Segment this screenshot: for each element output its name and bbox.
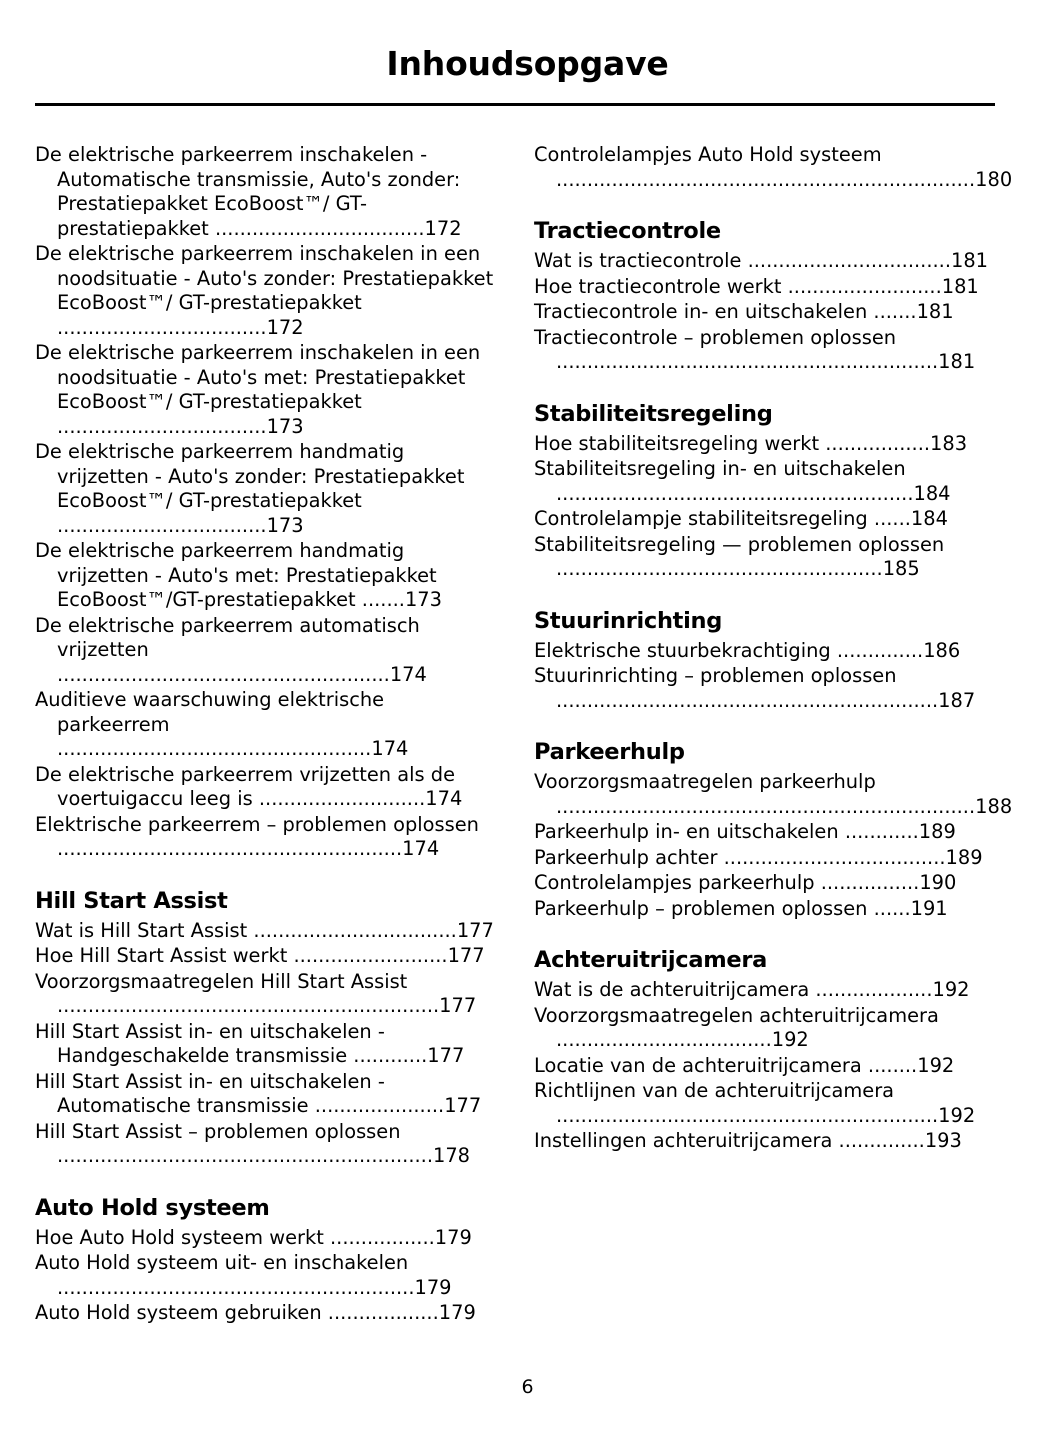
toc-entry-leader: .............................................................. [57,994,440,1017]
toc-entry-leader: ................................. [247,918,457,942]
toc-entry[interactable] [534,639,995,664]
page-number: 6 [521,1376,534,1398]
section-heading: Auto Hold systeem [35,1194,270,1221]
toc-entry-label: Stabiliteitsregeling — problemen oplossen [534,532,945,556]
section-heading: Achteruitrijcamera [534,947,767,973]
toc-entry[interactable] [534,275,995,300]
toc-entry-page: 188 [975,794,1013,818]
toc-entry-leader: .................................... [717,845,946,869]
toc-entry-label: Hoe stabiliteitsregeling werkt [534,431,820,455]
toc-entry[interactable] [35,341,496,439]
toc-entry-label: De elektrische parkeerrem automatisch vrijzetten [35,613,420,661]
toc-entry-label: Parkeerhulp achter [534,845,718,869]
section-heading: Tractiecontrole [534,218,721,244]
toc-entry[interactable] [35,539,496,613]
toc-entry-page: 192 [938,1103,976,1127]
toc-entry-page: 184 [910,507,948,530]
toc-entry[interactable] [35,688,496,762]
toc-entry-page: 179 [434,1225,472,1249]
toc-entry-leader: .................................. [208,216,425,240]
toc-entry-page: 192 [932,978,970,1001]
toc-entry-page: 185 [882,557,920,580]
toc-entry-page: 181 [916,300,954,323]
toc-entry-page: 179 [438,1301,476,1324]
toc-entry-label: Controlelampje stabiliteitsregeling [534,507,868,530]
toc-entry-page: 181 [951,249,989,272]
toc-entry-leader: ........ [861,1053,918,1077]
toc-entry-label: Wat is Hill Start Assist [35,918,248,942]
toc-entry-label: Hill Start Assist in- en uitschakelen - Handgeschakelde transmissie [35,1019,385,1067]
toc-entry-leader: ..................................................... [556,557,883,580]
toc-entry-leader: .................................. [57,414,267,438]
toc-entry-leader: ................. [323,1225,435,1249]
toc-entry[interactable] [534,143,1013,192]
toc-entry[interactable] [35,1020,496,1069]
toc-entry-leader: ............ [347,1044,428,1067]
toc-entry-label: Controlelampjes Auto Hold systeem [534,143,882,166]
toc-entry-leader: ...................................................... [57,662,390,686]
toc-entry[interactable] [35,440,496,538]
toc-entry-page: 172 [424,216,462,240]
toc-entry-page: 184 [913,481,951,505]
toc-entry-label: Voorzorgsmaatregelen achteruitrijcamera [534,1003,939,1027]
toc-entry-leader: ....... [355,588,405,611]
toc-entry-leader: .............................................................. [556,350,939,373]
toc-entry-leader: ......................... [287,944,448,967]
toc-entry-page: 180 [975,167,1013,191]
toc-entry[interactable] [35,242,496,340]
toc-entry-page: 183 [930,431,968,455]
toc-entry-label: Instellingen achteruitrijcamera [534,1129,833,1152]
toc-entry-leader: ...... [867,896,911,920]
toc-entry[interactable] [534,1004,995,1053]
toc-entry-label: De elektrische parkeerrem inschakelen - Automatische transmissie, Auto's zonder: Prestatiepakket EcoBoost™/ GT-prestatiepakket [35,143,461,240]
toc-entry-label: Wat is de achteruitrijcamera [534,978,810,1001]
toc-entry[interactable] [35,1301,496,1326]
toc-entry[interactable] [534,432,995,457]
toc-entry-leader: ................ [814,871,920,894]
toc-entry-page: 181 [941,274,979,298]
toc-entry[interactable] [35,1251,496,1300]
page-title: Inhoudsopgave [386,44,669,83]
toc-entry[interactable] [35,944,496,969]
toc-entry-leader: ................................... [556,1028,772,1051]
toc-entry-leader: ......................... [781,274,942,298]
section-heading: Stuurinrichting [534,607,723,634]
toc-entry[interactable] [35,614,496,688]
toc-entry-label: Voorzorgsmaatregelen Hill Start Assist [35,969,408,993]
toc-entry-page: 174 [371,737,409,760]
toc-entry-label: De elektrische parkeerrem inschakelen in een noodsituatie - Auto's met: Prestatiepakket EcoBoost™/ GT-prestatiepakket [35,341,481,413]
toc-entry[interactable] [534,249,995,274]
toc-entry-page: 177 [456,918,494,942]
toc-entry-leader: .................................................................... [556,794,976,818]
toc-entry[interactable] [534,820,995,845]
toc-entry-leader: .............................................................. [556,688,939,712]
toc-entry-page: 179 [414,1275,452,1299]
toc-entry-page: 177 [439,994,477,1017]
toc-entry-label: Hill Start Assist – problemen oplossen [35,1119,401,1143]
toc-entry-label: Elektrische stuurbekrachtiging [534,638,831,662]
toc-entry-leader: .......................................................... [57,1275,415,1299]
toc-entry-leader: .................................................................... [556,167,976,191]
toc-entry-page: 173 [266,513,304,537]
toc-entry-page: 191 [910,896,948,920]
toc-left-column [35,143,496,1327]
toc-entry-label: Locatie van de achteruitrijcamera [534,1053,862,1077]
toc-entry-label: Stuurinrichting – problemen oplossen [534,664,897,687]
toc-entry-label: De elektrische parkeerrem inschakelen in een noodsituatie - Auto's zonder: Prestatiepakket EcoBoost™/ GT-prestatiepakket [35,242,494,314]
toc-entry[interactable] [534,846,995,871]
toc-entry-label: Hoe Auto Hold systeem werkt [35,1225,324,1249]
toc-entry-label: Hoe Hill Start Assist werkt [35,944,288,967]
toc-entry-page: 189 [945,845,983,869]
toc-entry-label: De elektrische parkeerrem vrijzetten als de voertuigaccu leeg is [35,762,456,810]
toc-entry-label: Parkeerhulp – problemen oplossen [534,896,868,920]
toc-entry-leader: ............................................................. [57,1144,433,1167]
toc-entry-leader: .................................. [57,315,267,339]
title-divider [35,103,995,106]
toc-entry-label: Controlelampjes parkeerhulp [534,871,815,894]
toc-entry[interactable] [35,1226,496,1251]
toc-entry[interactable] [534,770,1013,819]
toc-entry-page: 186 [923,638,961,662]
toc-columns [35,143,1013,1327]
toc-entry-leader: ................................................... [57,737,372,760]
toc-entry-leader: ............ [838,820,919,843]
toc-entry[interactable] [534,1054,995,1079]
toc-entry[interactable] [534,457,995,506]
toc-entry[interactable] [534,326,995,375]
toc-entry-page: 174 [402,837,440,860]
toc-entry-leader: .................................. [57,513,267,537]
toc-entry-page: 192 [771,1028,809,1051]
toc-entry-page: 173 [404,588,442,611]
section-heading: Stabiliteitsregeling [534,400,773,427]
toc-entry[interactable] [534,533,995,582]
toc-entry[interactable] [35,763,496,812]
toc-entry-page: 181 [938,350,976,373]
toc-entry[interactable] [534,300,995,325]
toc-entry-page: 174 [389,662,427,686]
toc-entry-page: 177 [427,1044,465,1067]
toc-entry-label: De elektrische parkeerrem handmatig vrijzetten - Auto's met: Prestatiepakket EcoBoost™/GT-prestatiepakket [35,539,437,611]
toc-entry-page: 187 [938,688,976,712]
toc-entry-page: 172 [266,315,304,339]
toc-entry-label: Hill Start Assist in- en uitschakelen - Automatische transmissie [35,1069,385,1117]
toc-entry-page: 177 [444,1094,482,1117]
toc-entry-page: 193 [924,1129,962,1152]
toc-right-column [534,143,1013,1327]
toc-entry[interactable] [534,897,995,922]
toc-entry-label: De elektrische parkeerrem handmatig vrijzetten - Auto's zonder: Prestatiepakket EcoBoost™/ GT-prestatiepakket [35,440,465,512]
toc-entry-leader: ...... [867,507,911,530]
toc-entry-label: Auditieve waarschuwing elektrische parkeerrem [35,688,385,736]
toc-entry[interactable] [534,1129,995,1154]
toc-entry-leader: .............................................................. [556,1103,939,1127]
toc-entry[interactable] [534,507,995,532]
toc-entry-page: 174 [425,787,463,810]
section-heading: Hill Start Assist [35,887,228,914]
toc-entry-label: Hoe tractiecontrole werkt [534,274,782,298]
toc-entry-page: 177 [447,944,485,967]
toc-entry-leader: ....... [867,300,917,323]
toc-entry-page: 173 [266,414,304,438]
toc-entry[interactable] [35,143,496,241]
toc-entry-leader: ........................................................ [57,837,403,860]
toc-entry-leader: ..................... [308,1094,445,1117]
toc-entry[interactable] [35,1070,496,1119]
toc-entry-page: 189 [918,820,956,843]
toc-entry-leader: ........................... [252,787,426,810]
toc-entry[interactable] [534,978,995,1003]
toc-entry-label: Stabiliteitsregeling in- en uitschakelen [534,457,906,480]
section-heading: Parkeerhulp [534,739,685,765]
toc-entry-leader: .................. [321,1301,439,1324]
toc-entry[interactable] [35,1120,496,1169]
toc-entry-label: Elektrische parkeerrem – problemen oplossen [35,812,479,836]
toc-entry-page: 190 [919,871,957,894]
toc-entry-page: 192 [917,1053,955,1077]
toc-entry-leader: ................. [819,431,931,455]
toc-entry-label: Tractiecontrole in- en uitschakelen [534,300,868,323]
toc-entry[interactable] [534,1079,995,1128]
toc-entry-label: Wat is tractiecontrole [534,249,742,272]
toc-entry[interactable] [35,813,496,862]
toc-entry[interactable] [534,871,995,896]
toc-entry-leader: .......................................................... [556,481,914,505]
toc-entry-leader: ................... [809,978,933,1001]
toc-entry-leader: .............. [830,638,924,662]
toc-entry-label: Voorzorgsmaatregelen parkeerhulp [534,770,876,793]
toc-entry-label: Auto Hold systeem uit- en inschakelen [35,1251,409,1274]
toc-entry-label: Richtlijnen van de achteruitrijcamera [534,1079,895,1102]
toc-entry-leader: .............. [832,1129,925,1152]
toc-entry-page: 178 [433,1144,471,1167]
toc-entry[interactable] [35,919,496,944]
toc-entry-label: Auto Hold systeem gebruiken [35,1301,322,1324]
toc-entry[interactable] [35,970,496,1019]
toc-entry[interactable] [534,664,995,713]
toc-entry-label: Tractiecontrole – problemen oplossen [534,325,897,349]
toc-entry-leader: ................................. [741,249,951,272]
toc-entry-label: Parkeerhulp in- en uitschakelen [534,820,839,843]
